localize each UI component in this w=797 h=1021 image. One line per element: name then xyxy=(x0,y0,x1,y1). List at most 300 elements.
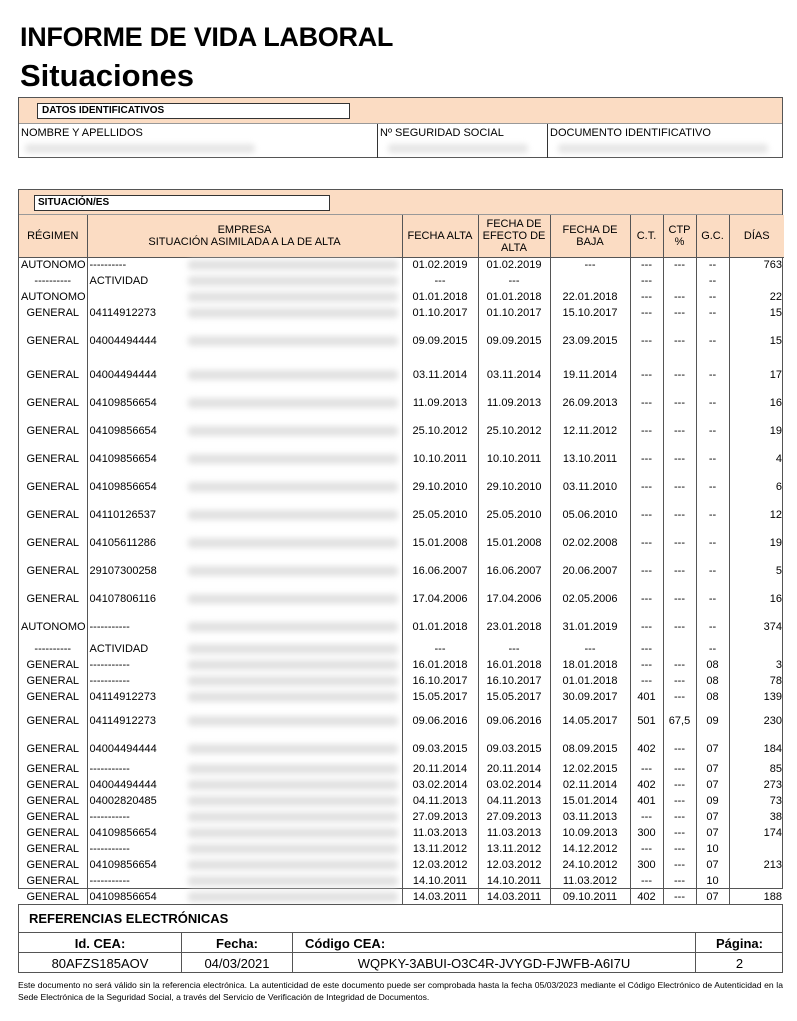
cell-fecha-baja xyxy=(550,273,630,289)
situaciones-body xyxy=(19,257,784,905)
empresa-code: 04109856654 xyxy=(89,859,157,871)
empresa-code: 04004494444 xyxy=(89,369,157,381)
cell-fecha-baja: 09.10.2011 xyxy=(550,889,630,905)
report-title: INFORME DE VIDA LABORAL xyxy=(20,22,394,52)
cell-empresa xyxy=(87,529,402,557)
cell-dias: 5 xyxy=(775,565,782,577)
cell-dias: 6 xyxy=(775,481,782,493)
empresa-code: 04107806116 xyxy=(89,593,156,605)
cell-regimen: GENERAL xyxy=(19,857,87,873)
redacted-company-name xyxy=(188,622,398,632)
cell-ctp: --- xyxy=(663,809,696,825)
refs-codigo-label: Código CEA: xyxy=(292,933,695,952)
cell-fecha-efecto: 01.02.2019 xyxy=(478,257,550,273)
cell-ctp: --- xyxy=(663,689,696,705)
cell-ct: --- xyxy=(630,321,663,361)
table-row xyxy=(19,793,784,809)
ident-doc-col xyxy=(547,124,783,158)
cell-ct: --- xyxy=(630,841,663,857)
redacted-company-name xyxy=(188,370,398,380)
cell-gc: -- xyxy=(696,273,729,289)
cell-regimen: GENERAL xyxy=(19,673,87,689)
cell-regimen: AUTONOMO xyxy=(21,291,86,303)
table-row xyxy=(19,289,784,305)
cell-dias xyxy=(729,873,784,889)
cell-ctp: --- xyxy=(663,613,696,641)
cell-ctp: --- xyxy=(663,585,696,613)
cell-fecha-alta: 11.03.2013 xyxy=(402,825,478,841)
redacted-name xyxy=(25,144,255,153)
cell-fecha-efecto: 01.01.2018 xyxy=(478,289,550,305)
cell-dias xyxy=(729,273,784,289)
empresa-code: 04109856654 xyxy=(89,891,157,903)
cell-dias: 15 xyxy=(769,307,782,319)
table-row xyxy=(19,705,784,737)
redacted-company-name xyxy=(188,892,398,902)
empresa-code: 04114912273 xyxy=(89,307,156,319)
cell-empresa xyxy=(87,361,402,389)
ident-name-label: NOMBRE Y APELLIDOS xyxy=(21,127,143,139)
cell-fecha-efecto: 15.05.2017 xyxy=(478,689,550,705)
table-row xyxy=(19,657,784,673)
footer-note: Este documento no será válido sin la referencia electrónica. La autenticidad de este documento puede ser comprobada hasta la fecha 05/03/2023 mediante el Código Electrónico de Autenticidad en la Sede Electrónica de la Seguridad Social, a través del Servicio de Verificación de Integridad de Documentos. xyxy=(18,980,783,1002)
cell-gc: 08 xyxy=(696,673,729,689)
cell-ct: --- xyxy=(630,641,663,657)
cell-fecha-efecto: 16.06.2007 xyxy=(478,557,550,585)
cell-ctp: --- xyxy=(663,501,696,529)
cell-dias: 73 xyxy=(769,795,782,807)
cell-dias xyxy=(729,841,784,857)
cell-regimen: AUTONOMO xyxy=(19,257,87,273)
cell-empresa xyxy=(87,305,402,321)
th-ctp: CTP % xyxy=(663,215,696,257)
redacted-company-name xyxy=(188,780,398,790)
situaciones-band-label: SITUACIÓN/ES xyxy=(34,195,330,211)
cell-fecha-alta: 14.10.2011 xyxy=(402,873,478,889)
cell-dias xyxy=(729,641,784,657)
cell-dias: 273 xyxy=(763,779,782,791)
cell-ct: --- xyxy=(630,613,663,641)
cell-fecha-efecto: 01.10.2017 xyxy=(478,305,550,321)
cell-ctp: --- xyxy=(663,529,696,557)
cell-dias: 85 xyxy=(769,763,782,775)
empresa-code: ----------- xyxy=(89,659,130,671)
cell-gc: -- xyxy=(696,289,729,305)
cell-dias: 17 xyxy=(769,369,782,381)
table-row xyxy=(19,841,784,857)
empresa-code: ----------- xyxy=(89,843,130,855)
cell-empresa xyxy=(87,857,402,873)
cell-empresa xyxy=(87,761,402,777)
redacted-company-name xyxy=(188,744,398,754)
redacted-company-name xyxy=(188,292,398,302)
redacted-company-name xyxy=(188,260,398,270)
cell-ctp: --- xyxy=(663,445,696,473)
table-header-row xyxy=(19,215,784,257)
cell-dias: 174 xyxy=(763,827,782,839)
cell-regimen: ---------- xyxy=(19,641,87,657)
cell-fecha-alta: --- xyxy=(402,273,478,289)
redacted-company-name xyxy=(188,764,398,774)
redacted-company-name xyxy=(188,660,398,670)
cell-fecha-alta: 13.11.2012 xyxy=(402,841,478,857)
cell-fecha-baja: 05.06.2010 xyxy=(550,501,630,529)
cell-empresa xyxy=(87,777,402,793)
cell-fecha-efecto: 11.09.2013 xyxy=(478,389,550,417)
cell-regimen: GENERAL xyxy=(19,841,87,857)
cell-fecha-baja: 02.05.2006 xyxy=(550,585,630,613)
th-ct: C.T. xyxy=(630,215,663,257)
cell-ct: 402 xyxy=(630,889,663,905)
empresa-code: 04004494444 xyxy=(89,743,157,755)
cell-fecha-baja: 14.05.2017 xyxy=(550,705,630,737)
cell-fecha-efecto: 12.03.2012 xyxy=(478,857,550,873)
table-row xyxy=(19,873,784,889)
redacted-company-name xyxy=(188,716,398,726)
cell-empresa xyxy=(87,889,402,905)
cell-fecha-baja: 13.10.2011 xyxy=(550,445,630,473)
cell-ctp: --- xyxy=(663,777,696,793)
cell-dias: 188 xyxy=(763,891,782,903)
cell-fecha-alta: 27.09.2013 xyxy=(402,809,478,825)
cell-fecha-efecto: 14.10.2011 xyxy=(478,873,550,889)
cell-ct: 402 xyxy=(630,777,663,793)
cell-gc: -- xyxy=(696,529,729,557)
cell-regimen: GENERAL xyxy=(19,445,87,473)
redacted-company-name xyxy=(188,510,398,520)
cell-fecha-efecto: 13.11.2012 xyxy=(478,841,550,857)
cell-ct: --- xyxy=(630,445,663,473)
cell-dias: 12 xyxy=(769,509,782,521)
cell-regimen: GENERAL xyxy=(19,889,87,905)
table-row xyxy=(19,857,784,873)
cell-dias: 15 xyxy=(769,335,782,347)
cell-empresa xyxy=(87,689,402,705)
table-row xyxy=(19,737,784,761)
cell-gc: -- xyxy=(696,257,729,273)
cell-fecha-efecto: 20.11.2014 xyxy=(478,761,550,777)
cell-ct: --- xyxy=(630,361,663,389)
redacted-company-name xyxy=(188,538,398,548)
redacted-company-name xyxy=(188,308,398,318)
cell-fecha-baja: 26.09.2013 xyxy=(550,389,630,417)
refs-fecha-label: Fecha: xyxy=(181,933,292,952)
empresa-code: ----------- xyxy=(89,811,130,823)
empresa-code: ----------- xyxy=(89,763,130,775)
cell-regimen: GENERAL xyxy=(19,361,87,389)
cell-fecha-baja: 31.01.2019 xyxy=(550,613,630,641)
th-fecha-alta: FECHA ALTA xyxy=(402,215,478,257)
cell-empresa xyxy=(87,473,402,501)
cell-ctp: --- xyxy=(663,257,696,273)
cell-ctp: --- xyxy=(663,417,696,445)
cell-gc: 10 xyxy=(696,841,729,857)
cell-fecha-efecto: 04.11.2013 xyxy=(478,793,550,809)
cell-fecha-alta: 01.01.2018 xyxy=(402,289,478,305)
cell-fecha-alta: 20.11.2014 xyxy=(402,761,478,777)
cell-ct: --- xyxy=(630,673,663,689)
cell-fecha-baja: --- xyxy=(550,257,630,273)
redacted-company-name xyxy=(188,426,398,436)
cell-ct: --- xyxy=(630,473,663,501)
cell-fecha-baja: 11.03.2012 xyxy=(550,873,630,889)
refs-title: REFERENCIAS ELECTRÓNICAS xyxy=(29,911,229,926)
table-row xyxy=(19,689,784,705)
cell-ctp xyxy=(663,641,696,657)
cell-fecha-alta: 15.05.2017 xyxy=(402,689,478,705)
refs-fecha-value: 04/03/2021 xyxy=(181,953,292,973)
cell-ctp: --- xyxy=(663,793,696,809)
cell-fecha-baja: 02.02.2008 xyxy=(550,529,630,557)
cell-empresa xyxy=(87,657,402,673)
cell-ct: --- xyxy=(630,557,663,585)
cell-fecha-baja: 22.01.2018 xyxy=(550,289,630,305)
cell-fecha-efecto: 09.06.2016 xyxy=(478,705,550,737)
cell-ct: 300 xyxy=(630,825,663,841)
cell-fecha-efecto: 09.03.2015 xyxy=(478,737,550,761)
refs-label-row xyxy=(19,932,782,953)
cell-fecha-alta: 17.04.2006 xyxy=(402,585,478,613)
table-row xyxy=(19,501,784,529)
cell-ctp: --- xyxy=(663,557,696,585)
empresa-code: ACTIVIDAD xyxy=(89,275,149,287)
cell-ct: 300 xyxy=(630,857,663,873)
cell-regimen: GENERAL xyxy=(19,777,87,793)
table-row xyxy=(19,557,784,585)
cell-fecha-baja: 15.01.2014 xyxy=(550,793,630,809)
empresa-code: 04110126537 xyxy=(89,509,156,521)
ident-doc-label: DOCUMENTO IDENTIFICATIVO xyxy=(550,127,711,139)
cell-gc: 07 xyxy=(696,825,729,841)
cell-ct: --- xyxy=(630,273,663,289)
table-row xyxy=(19,417,784,445)
empresa-code: 04109856654 xyxy=(89,827,157,839)
cell-ctp: --- xyxy=(663,841,696,857)
cell-gc: 09 xyxy=(696,705,729,737)
redacted-company-name xyxy=(188,876,398,886)
cell-dias: 16 xyxy=(769,397,782,409)
cell-gc: 07 xyxy=(696,761,729,777)
cell-ct: --- xyxy=(630,257,663,273)
redacted-company-name xyxy=(188,692,398,702)
cell-fecha-efecto: 09.09.2015 xyxy=(478,321,550,361)
cell-empresa xyxy=(87,273,402,289)
cell-fecha-efecto: 03.02.2014 xyxy=(478,777,550,793)
table-row xyxy=(19,673,784,689)
cell-gc: -- xyxy=(696,501,729,529)
cell-regimen: GENERAL xyxy=(19,825,87,841)
empresa-code: 04002820485 xyxy=(89,795,157,807)
cell-fecha-efecto: 25.05.2010 xyxy=(478,501,550,529)
cell-ctp: --- xyxy=(663,361,696,389)
cell-empresa xyxy=(87,585,402,613)
cell-ctp: --- xyxy=(663,389,696,417)
cell-gc: -- xyxy=(696,417,729,445)
cell-dias: 19 xyxy=(769,537,782,549)
refs-id-label: Id. CEA: xyxy=(74,936,126,951)
cell-fecha-efecto: 16.10.2017 xyxy=(478,673,550,689)
cell-ct: 401 xyxy=(630,793,663,809)
cell-ctp: --- xyxy=(663,473,696,501)
cell-fecha-alta: 09.03.2015 xyxy=(402,737,478,761)
empresa-code: 04105611286 xyxy=(89,537,156,549)
situaciones-section xyxy=(18,189,783,903)
table-row xyxy=(19,809,784,825)
refs-pagina-label: Página: xyxy=(695,933,783,952)
cell-fecha-efecto: 23.01.2018 xyxy=(478,613,550,641)
cell-empresa xyxy=(87,389,402,417)
cell-fecha-baja: 30.09.2017 xyxy=(550,689,630,705)
table-row xyxy=(19,257,784,273)
cell-fecha-alta: 14.03.2011 xyxy=(402,889,478,905)
cell-ctp xyxy=(663,273,696,289)
table-row xyxy=(19,389,784,417)
ident-band xyxy=(19,98,782,124)
empresa-code: 04109856654 xyxy=(89,425,157,437)
table-row xyxy=(19,641,784,657)
cell-regimen: AUTONOMO xyxy=(19,613,87,641)
empresa-code: 04114912273 xyxy=(89,715,156,727)
empresa-code: 04109856654 xyxy=(89,397,157,409)
cell-fecha-alta: 10.10.2011 xyxy=(402,445,478,473)
cell-dias: 184 xyxy=(763,743,782,755)
cell-dias: 230 xyxy=(763,715,782,727)
redacted-company-name xyxy=(188,398,398,408)
cell-fecha-alta: 12.03.2012 xyxy=(402,857,478,873)
cell-ctp: --- xyxy=(663,889,696,905)
redacted-company-name xyxy=(188,482,398,492)
redacted-company-name xyxy=(188,860,398,870)
cell-fecha-alta: 29.10.2010 xyxy=(402,473,478,501)
cell-ctp: --- xyxy=(663,657,696,673)
cell-empresa xyxy=(87,705,402,737)
cell-ct: --- xyxy=(630,501,663,529)
table-row xyxy=(19,321,784,361)
cell-gc: 07 xyxy=(696,857,729,873)
redacted-ss xyxy=(388,144,528,153)
cell-ctp: --- xyxy=(663,873,696,889)
cell-fecha-baja: 23.09.2015 xyxy=(550,321,630,361)
cell-ct: --- xyxy=(630,529,663,557)
cell-regimen: GENERAL xyxy=(19,689,87,705)
cell-fecha-alta: 16.10.2017 xyxy=(402,673,478,689)
cell-gc: 07 xyxy=(696,889,729,905)
cell-fecha-baja: 24.10.2012 xyxy=(550,857,630,873)
cell-fecha-baja: 19.11.2014 xyxy=(550,361,630,389)
cell-regimen: GENERAL xyxy=(19,809,87,825)
redacted-company-name xyxy=(188,336,398,346)
cell-gc: -- xyxy=(696,557,729,585)
cell-ctp: --- xyxy=(663,857,696,873)
cell-dias: 19 xyxy=(769,425,782,437)
cell-regimen: GENERAL xyxy=(19,417,87,445)
cell-dias: 763 xyxy=(763,259,782,272)
redacted-doc xyxy=(558,144,768,153)
cell-fecha-alta: 25.10.2012 xyxy=(402,417,478,445)
cell-empresa xyxy=(87,289,402,305)
cell-ctp: --- xyxy=(663,737,696,761)
cell-empresa xyxy=(87,445,402,473)
cell-empresa xyxy=(87,321,402,361)
cell-fecha-alta: 16.06.2007 xyxy=(402,557,478,585)
cell-empresa xyxy=(87,501,402,529)
cell-gc: -- xyxy=(696,641,729,657)
empresa-code: 29107300258 xyxy=(89,565,157,577)
cell-gc: -- xyxy=(696,585,729,613)
table-row xyxy=(19,585,784,613)
refs-codigo-value: WQPKY-3ABUI-O3C4R-JVYGD-FJWFB-A6I7U xyxy=(292,953,695,973)
th-empresa: EMPRESA SITUACIÓN ASIMILADA A LA DE ALTA xyxy=(87,215,402,257)
cell-ctp: --- xyxy=(663,321,696,361)
empresa-code: 04114912273 xyxy=(89,691,156,703)
cell-fecha-alta: 16.01.2018 xyxy=(402,657,478,673)
th-dias: DÍAS xyxy=(729,215,784,257)
cell-empresa xyxy=(87,793,402,809)
cell-gc: -- xyxy=(696,473,729,501)
cell-regimen: GENERAL xyxy=(19,793,87,809)
ident-name-col xyxy=(19,124,377,158)
cell-fecha-alta: 09.09.2015 xyxy=(402,321,478,361)
cell-ctp: --- xyxy=(663,305,696,321)
cell-fecha-efecto: 03.11.2014 xyxy=(478,361,550,389)
cell-fecha-alta: 01.02.2019 xyxy=(402,257,478,273)
cell-ct: --- xyxy=(630,873,663,889)
cell-fecha-efecto: --- xyxy=(478,641,550,657)
cell-ct: --- xyxy=(630,657,663,673)
table-row xyxy=(19,445,784,473)
cell-gc: 07 xyxy=(696,737,729,761)
cell-fecha-baja: 12.11.2012 xyxy=(550,417,630,445)
cell-fecha-efecto: 14.03.2011 xyxy=(478,889,550,905)
cell-dias: 4 xyxy=(775,453,782,465)
redacted-company-name xyxy=(188,676,398,686)
cell-regimen: GENERAL xyxy=(19,501,87,529)
cell-empresa xyxy=(87,557,402,585)
redacted-company-name xyxy=(188,844,398,854)
cell-ct: 402 xyxy=(630,737,663,761)
cell-regimen: GENERAL xyxy=(19,657,87,673)
cell-regimen: GENERAL xyxy=(19,473,87,501)
cell-fecha-efecto: 17.04.2006 xyxy=(478,585,550,613)
cell-fecha-efecto: 11.03.2013 xyxy=(478,825,550,841)
ident-band-label: DATOS IDENTIFICATIVOS xyxy=(37,103,350,119)
empresa-code: ---------- xyxy=(89,259,127,272)
cell-dias: 374 xyxy=(763,621,782,633)
redacted-company-name xyxy=(188,828,398,838)
situaciones-band xyxy=(19,190,782,215)
cell-fecha-baja: 15.10.2017 xyxy=(550,305,630,321)
table-row xyxy=(19,777,784,793)
cell-fecha-efecto: 15.01.2008 xyxy=(478,529,550,557)
empresa-code: ACTIVIDAD xyxy=(89,643,149,655)
cell-ct: --- xyxy=(630,389,663,417)
cell-fecha-alta: 03.02.2014 xyxy=(402,777,478,793)
cell-fecha-baja: 10.09.2013 xyxy=(550,825,630,841)
cell-regimen: GENERAL xyxy=(19,737,87,761)
cell-fecha-efecto: 10.10.2011 xyxy=(478,445,550,473)
report-subtitle: Situaciones xyxy=(20,58,194,93)
cell-empresa xyxy=(87,613,402,641)
table-row xyxy=(19,361,784,389)
cell-gc: 07 xyxy=(696,777,729,793)
cell-fecha-baja: 02.11.2014 xyxy=(550,777,630,793)
cell-dias: 22 xyxy=(769,291,782,303)
cell-ct: --- xyxy=(630,585,663,613)
cell-fecha-alta: 15.01.2008 xyxy=(402,529,478,557)
cell-fecha-alta: 25.05.2010 xyxy=(402,501,478,529)
cell-dias: 78 xyxy=(769,675,782,687)
cell-empresa xyxy=(87,873,402,889)
